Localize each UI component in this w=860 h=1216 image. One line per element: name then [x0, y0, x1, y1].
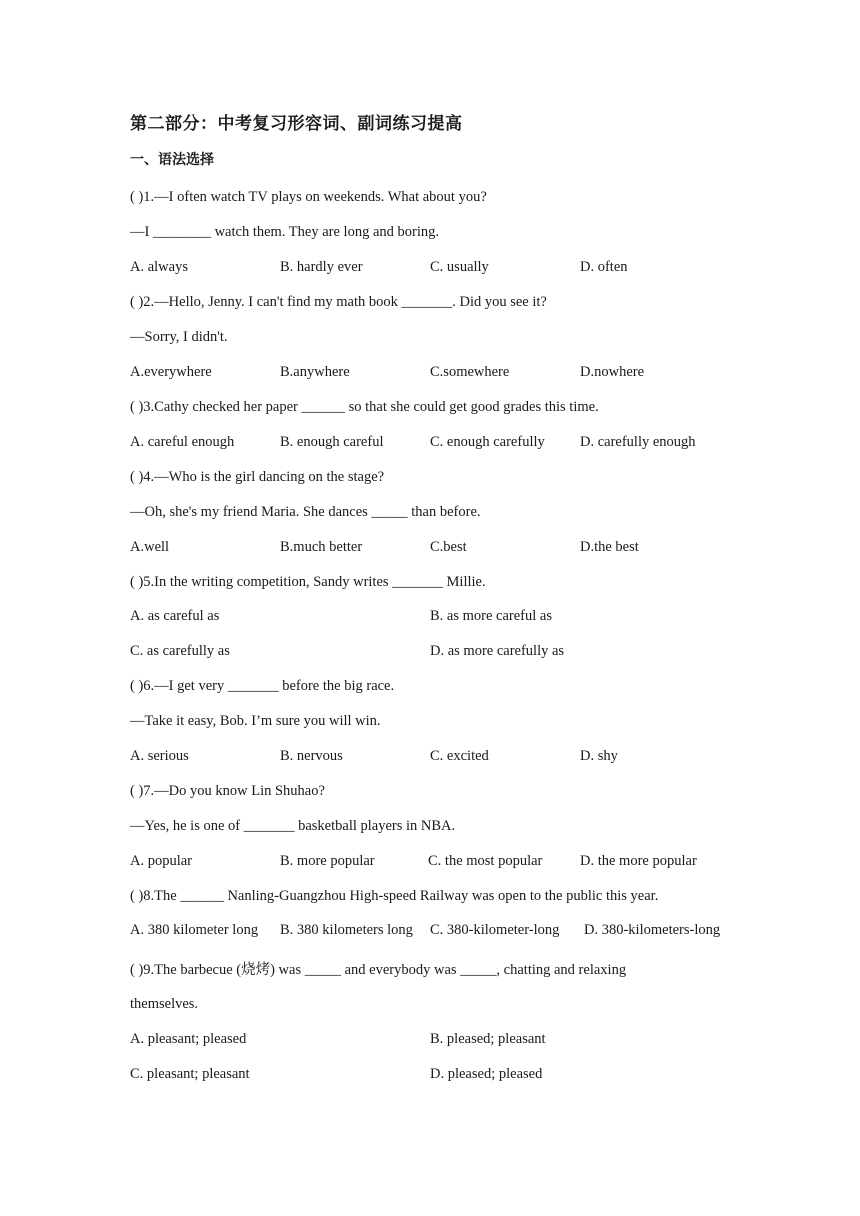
q8-option-a: A. 380 kilometer long [130, 922, 259, 938]
section-heading: 一、语法选择 [130, 152, 214, 168]
q9-option-c: C. pleasant; pleasant [130, 1066, 250, 1082]
q1-option-a: A. always [130, 259, 188, 275]
question-1: ( )1.—I often watch TV plays on weekends. What about you? [130, 189, 487, 205]
q2-option-d: D.nowhere [580, 364, 645, 380]
q5-option-a: A. as careful as [130, 608, 220, 624]
q5-option-d: D. as more carefully as [430, 643, 565, 659]
q8-option-d: D. 380-kilometers-long [584, 922, 721, 938]
q4-option-a: A.well [130, 539, 170, 555]
question-8: ( )8.The ______ Nanling-Guangzhou High-speed Railway was open to the public this year. [130, 888, 659, 904]
q6-option-c: C. excited [430, 748, 489, 764]
question-4-reply: —Oh, she's my friend Maria. She dances _____ than before. [130, 504, 481, 520]
q6-option-a: A. serious [130, 748, 189, 764]
q3-option-a: A. careful enough [130, 434, 235, 450]
question-9: ( )9.The barbecue (烧烤) was _____ and everybody was _____, chatting and relaxing [130, 962, 627, 978]
question-5: ( )5.In the writing competition, Sandy writes _______ Millie. [130, 574, 486, 590]
q1-option-d: D. often [580, 259, 628, 275]
q7-option-b: B. more popular [280, 853, 375, 869]
question-2: ( )2.—Hello, Jenny. I can't find my math book _______. Did you see it? [130, 294, 547, 310]
q6-option-b: B. nervous [280, 748, 343, 764]
q7-option-d: D. the more popular [580, 853, 697, 869]
q6-option-d: D. shy [580, 748, 618, 764]
q4-option-d: D.the best [580, 539, 639, 555]
q7-option-a: A. popular [130, 853, 193, 869]
question-7-reply: —Yes, he is one of _______ basketball players in NBA. [130, 818, 456, 834]
q9-option-b: B. pleased; pleasant [430, 1031, 546, 1047]
q2-option-c: C.somewhere [430, 364, 510, 380]
q1-option-b: B. hardly ever [280, 259, 363, 275]
question-6: ( )6.—I get very _______ before the big race. [130, 678, 395, 694]
q5-option-b: B. as more careful as [430, 608, 552, 624]
q1-option-c: C. usually [430, 259, 489, 275]
question-2-reply: —Sorry, I didn't. [130, 329, 228, 345]
document-title: 第二部分：中考复习形容词、副词练习提高 [130, 114, 463, 134]
q7-option-c: C. the most popular [428, 853, 543, 869]
question-7: ( )7.—Do you know Lin Shuhao? [130, 783, 325, 799]
q5-option-c: C. as carefully as [130, 643, 230, 659]
q3-option-d: D. carefully enough [580, 434, 696, 450]
q4-option-c: C.best [430, 539, 467, 555]
question-6-reply: —Take it easy, Bob. I’m sure you will win. [130, 713, 381, 729]
q2-option-a: A.everywhere [130, 364, 212, 380]
question-9-continuation: themselves. [130, 996, 199, 1012]
q8-option-b: B. 380 kilometers long [280, 922, 413, 938]
q9-option-a: A. pleasant; pleased [130, 1031, 247, 1047]
question-3: ( )3.Cathy checked her paper ______ so that she could get good grades this time. [130, 399, 599, 415]
q4-option-b: B.much better [280, 539, 363, 555]
question-1-reply: —I ________ watch them. They are long and boring. [130, 224, 439, 240]
q3-option-b: B. enough careful [280, 434, 384, 450]
question-4: ( )4.—Who is the girl dancing on the stage? [130, 469, 385, 485]
q9-option-d: D. pleased; pleased [430, 1066, 543, 1082]
q3-option-c: C. enough carefully [430, 434, 545, 450]
q8-option-c: C. 380-kilometer-long [430, 922, 560, 938]
q2-option-b: B.anywhere [280, 364, 350, 380]
